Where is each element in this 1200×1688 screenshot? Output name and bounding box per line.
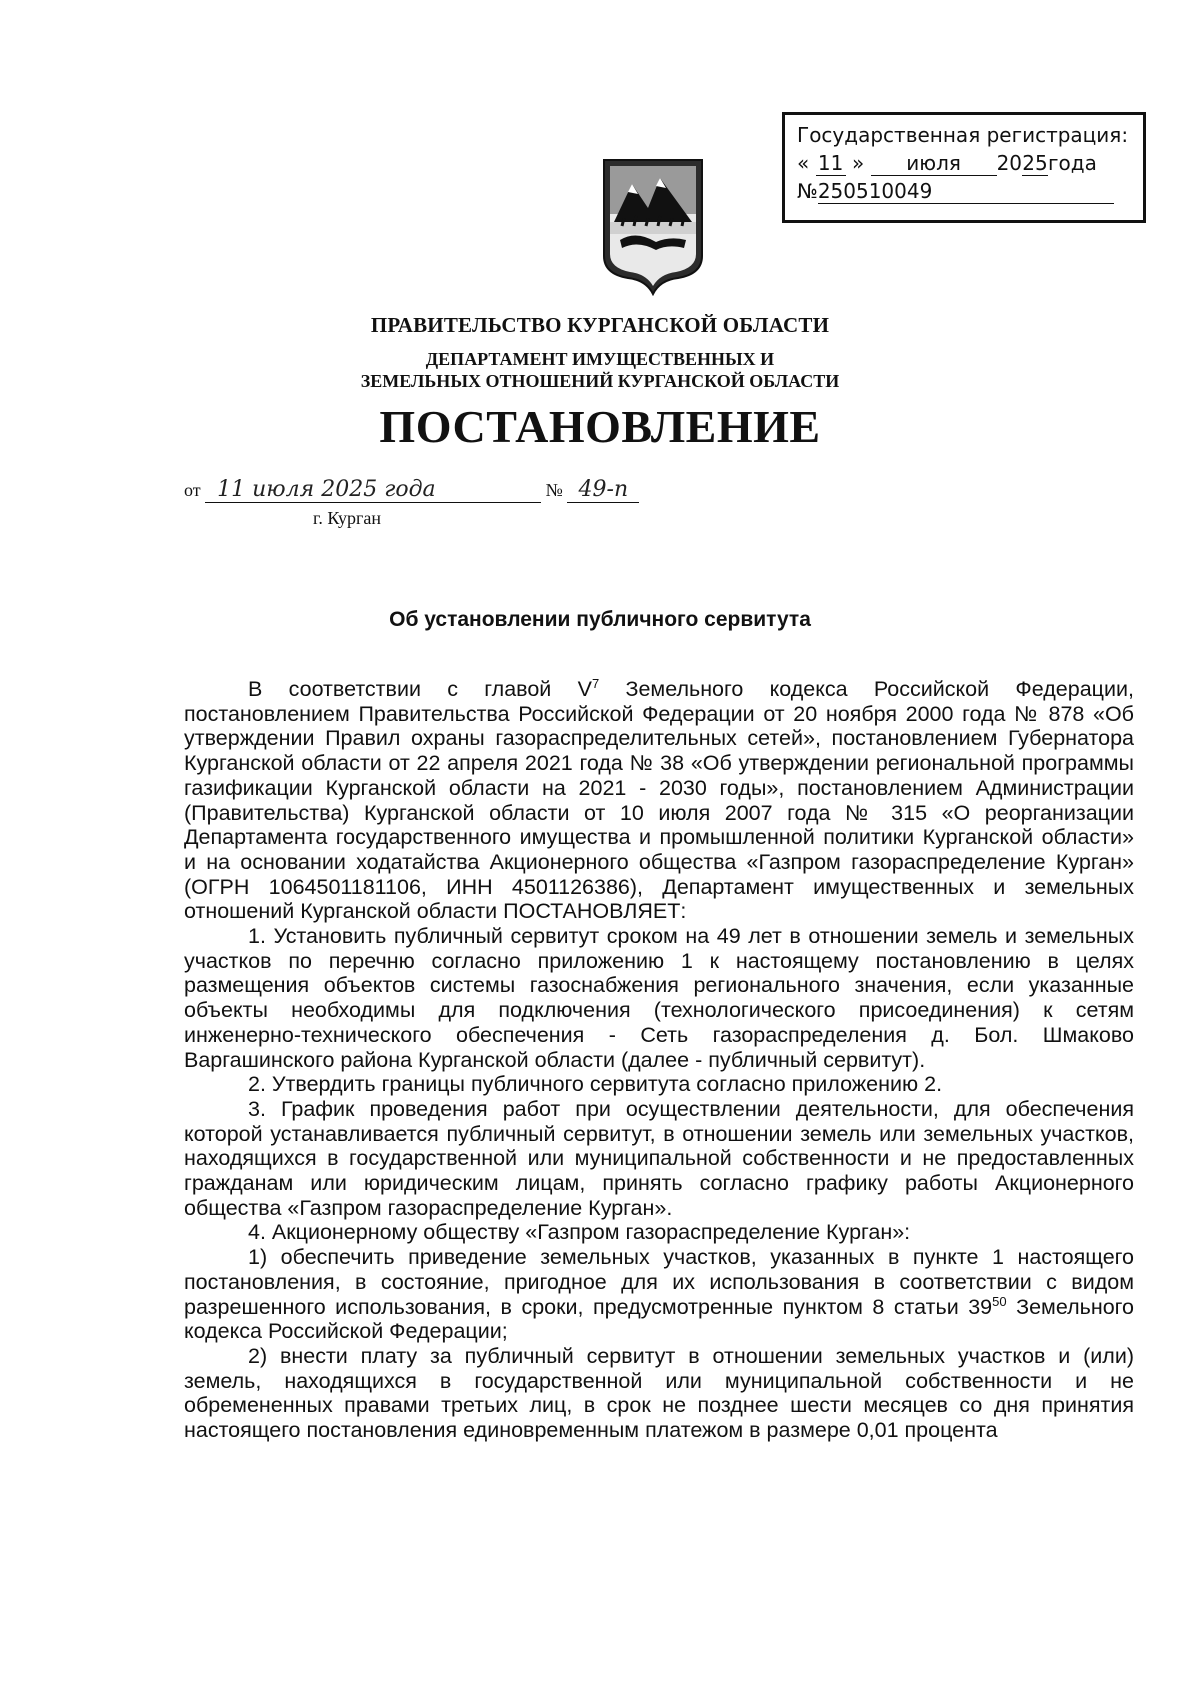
government-name: ПРАВИТЕЛЬСТВО КУРГАНСКОЙ ОБЛАСТИ xyxy=(370,313,830,337)
registration-quote-close: » xyxy=(851,151,865,175)
issue-date: 11 июля 2025 года xyxy=(205,478,541,503)
document-body xyxy=(184,677,1134,1443)
registration-year-suffix: 25 xyxy=(1022,151,1048,175)
body-paragraph-6 xyxy=(184,1245,1134,1344)
issue-number: 49-п xyxy=(567,478,639,503)
body-p1-text-a: В соответствии с главой V xyxy=(248,677,592,701)
registration-year-prefix: 20 xyxy=(996,151,1023,175)
department-name-line2: ЗЕМЕЛЬНЫХ ОТНОШЕНИЙ КУРГАНСКОЙ ОБЛАСТИ xyxy=(360,371,840,391)
registration-date-line xyxy=(797,149,1133,177)
issue-city: г. Курган xyxy=(313,508,382,528)
registration-month: июля xyxy=(871,151,997,176)
body-paragraph-7: 2) внести плату за публичный сервитут в отношении земельных участков и (или) земель, находящихся в государственной или муниципальной собственности и не обремененных правами третьих лиц, в срок не позднее шести месяцев со дня принятия настоящего постановления единовременным платежом в размере 0,01 процента xyxy=(184,1343,1134,1443)
registration-quote-open: « xyxy=(797,151,810,175)
body-p1-superscript: 7 xyxy=(591,675,600,691)
coat-of-arms-icon xyxy=(598,156,708,296)
body-p1-text-b: Земельного кодекса Российской Федерации, постановлением Правительства Российской Федерации от 20 ноября 2000 года № 878 «Об утверждении Правил охраны газораспределительных сетей», постановлением Губернатора Курганской области от 22 апреля 2021 года № 38 «Об утверждении региональной программы газификации Курганской области на 2021 - 2030 годы», постановлением Администрации (Правительства) Курганской области от 10 июля 2007 года № 315 «О реорганизации Департамента государственного имущества и промышленной политики Курганской области» и на основании ходатайства Акционерного общества «Газпром газораспределение Курган» (ОГРН 1064501181106, ИНН 4501126386), Департамент имущественных и земельных отношений Курганской области ПОСТАНОВЛЯЕТ: xyxy=(184,677,1134,924)
body-paragraph-5: 4. Акционерному обществу «Газпром газораспределение Курган»: xyxy=(248,1220,911,1245)
document-type: ПОСТАНОВЛЕНИЕ xyxy=(379,401,821,452)
registration-label: Государственная регистрация: xyxy=(797,123,1129,147)
registration-stamp xyxy=(782,112,1146,223)
registration-number-prefix: № xyxy=(797,179,818,203)
body-p6-superscript: 50 xyxy=(992,1293,1007,1309)
registration-number-line xyxy=(797,177,1133,205)
issue-from-label: от xyxy=(184,480,201,500)
registration-year-word: года xyxy=(1048,151,1097,175)
body-paragraph-2: 1. Установить публичный сервитут сроком на 49 лет в отношении земель и земельных участков по перечню согласно приложению 1 к настоящему постановлению в целях размещения объектов системы газоснабжения регионального значения, если указанные объекты необходимы для подключения (технологического присоединения) к сетям инженерно-технического обеспечения - Сеть газораспределения д. Бол. Шмаково Варгашинского района Курганской области (далее - публичный сервитут). xyxy=(184,924,1134,1072)
body-paragraph-1 xyxy=(184,677,1134,924)
body-p6-text-b: Земельного кодекса Российской Федерации; xyxy=(184,1294,1134,1344)
registration-number: 250510049 xyxy=(818,179,1114,204)
issue-number-label: № xyxy=(545,480,563,500)
registration-day: 11 xyxy=(816,151,846,176)
department-name xyxy=(300,348,900,392)
issue-line xyxy=(184,478,639,503)
body-p6-text-a: 1) обеспечить приведение земельных участков, указанных в пункте 1 настоящего постановления, в состояние, пригодное для их использования в соответствии с видом разрешенного использования, в сроки, предусмотренные пунктом 8 статьи 39 xyxy=(184,1245,1134,1319)
department-name-line1: ДЕПАРТАМЕНТ ИМУЩЕСТВЕННЫХ И xyxy=(425,349,775,369)
body-paragraph-4: 3. График проведения работ при осуществлении деятельности, для обеспечения которой устанавливается публичный сервитут, в отношении земель или земельных участков, находящихся в государственной или муниципальной собственности и не предоставленных гражданам или юридическим лицам, принять согласно графику работы Акционерного общества «Газпром газораспределение Курган». xyxy=(184,1096,1134,1220)
body-paragraph-3: 2. Утвердить границы публичного сервитута согласно приложению 2. xyxy=(248,1072,943,1097)
document-title: Об установлении публичного сервитута xyxy=(389,608,811,631)
